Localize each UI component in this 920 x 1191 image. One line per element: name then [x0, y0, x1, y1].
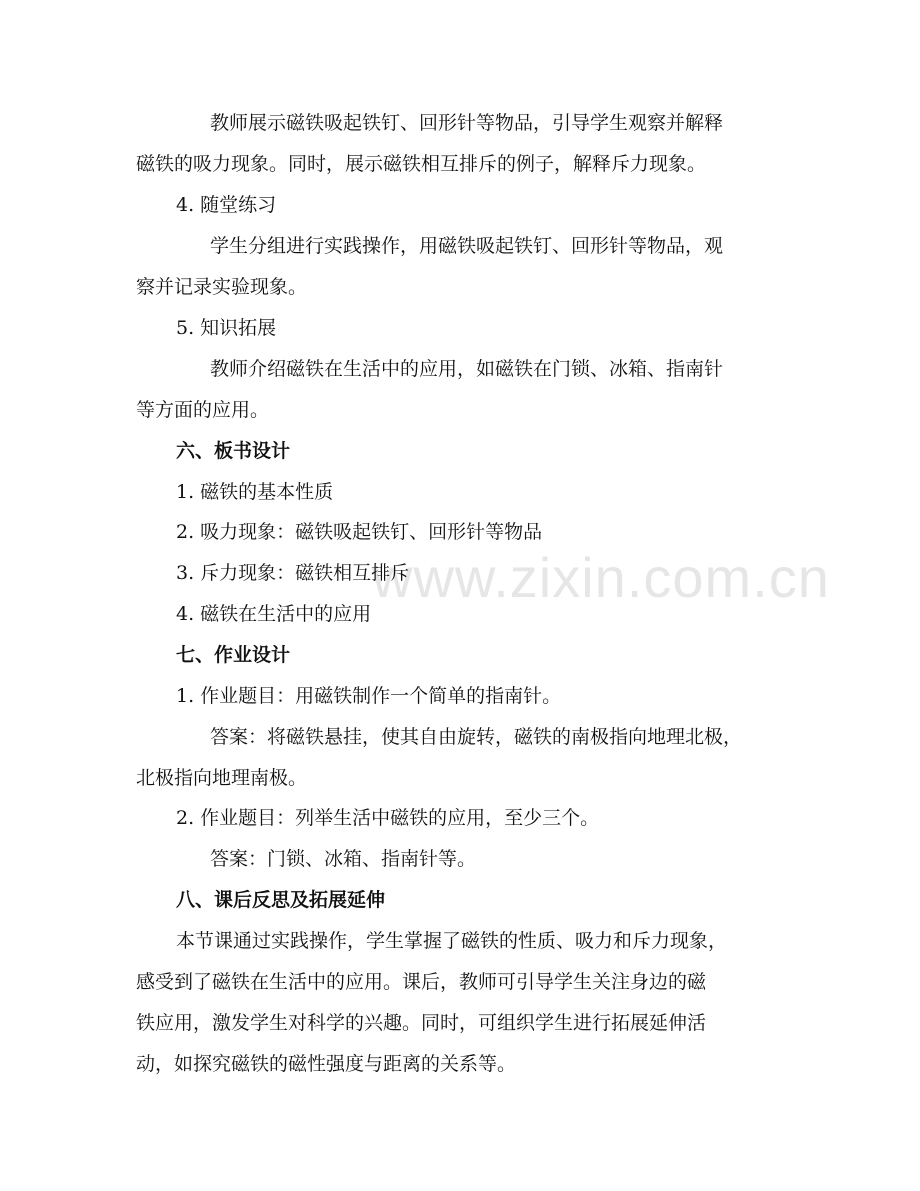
answer-line: 答案：将磁铁悬挂，使其自由旋转，磁铁的南极指向地理北极， [210, 726, 743, 748]
list-item-heading: 4. 随堂练习 [176, 194, 277, 216]
paragraph-line: 察并记录实验现象。 [136, 276, 308, 298]
watermark: www.zixin.com.cn [372, 546, 830, 609]
paragraph-line: 教师介绍磁铁在生活中的应用，如磁铁在门锁、冰箱、指南针 [210, 358, 724, 380]
answer-line: 答案：门锁、冰箱、指南针等。 [210, 848, 477, 870]
paragraph-line: 教师展示磁铁吸起铁钉、回形针等物品，引导学生观察并解释 [210, 112, 724, 134]
list-item: 3. 斥力现象：磁铁相互排斥 [176, 562, 410, 584]
answer-line: 北极指向地理南极。 [136, 767, 308, 789]
list-item: 4. 磁铁在生活中的应用 [176, 603, 372, 625]
paragraph-line: 磁铁的吸力现象。同时，展示磁铁相互排斥的例子，解释斥力现象。 [136, 153, 707, 175]
section-heading: 七、作业设计 [176, 644, 291, 666]
section-heading: 八、课后反思及拓展延伸 [176, 889, 386, 911]
list-item: 2. 吸力现象：磁铁吸起铁钉、回形针等物品 [176, 521, 543, 543]
paragraph-line: 学生分组进行实践操作，用磁铁吸起铁钉、回形针等物品，观 [210, 235, 724, 257]
paragraph-line: 等方面的应用。 [136, 399, 270, 421]
paragraph-line: 感受到了磁铁在生活中的应用。课后，教师可引导学生关注身边的磁 [136, 971, 707, 993]
section-heading: 六、板书设计 [176, 440, 291, 462]
list-item: 1. 作业题目：用磁铁制作一个简单的指南针。 [176, 685, 562, 707]
list-item: 1. 磁铁的基本性质 [176, 481, 334, 503]
paragraph-line: 铁应用，激发学生对科学的兴趣。同时，可组织学生进行拓展延伸活 [136, 1012, 707, 1034]
paragraph-line: 动，如探究磁铁的磁性强度与距离的关系等。 [136, 1053, 517, 1075]
paragraph-line: 本节课通过实践操作，学生掌握了磁铁的性质、吸力和斥力现象， [176, 930, 728, 952]
list-item: 2. 作业题目：列举生活中磁铁的应用，至少三个。 [176, 807, 600, 829]
list-item-heading: 5. 知识拓展 [176, 317, 277, 339]
